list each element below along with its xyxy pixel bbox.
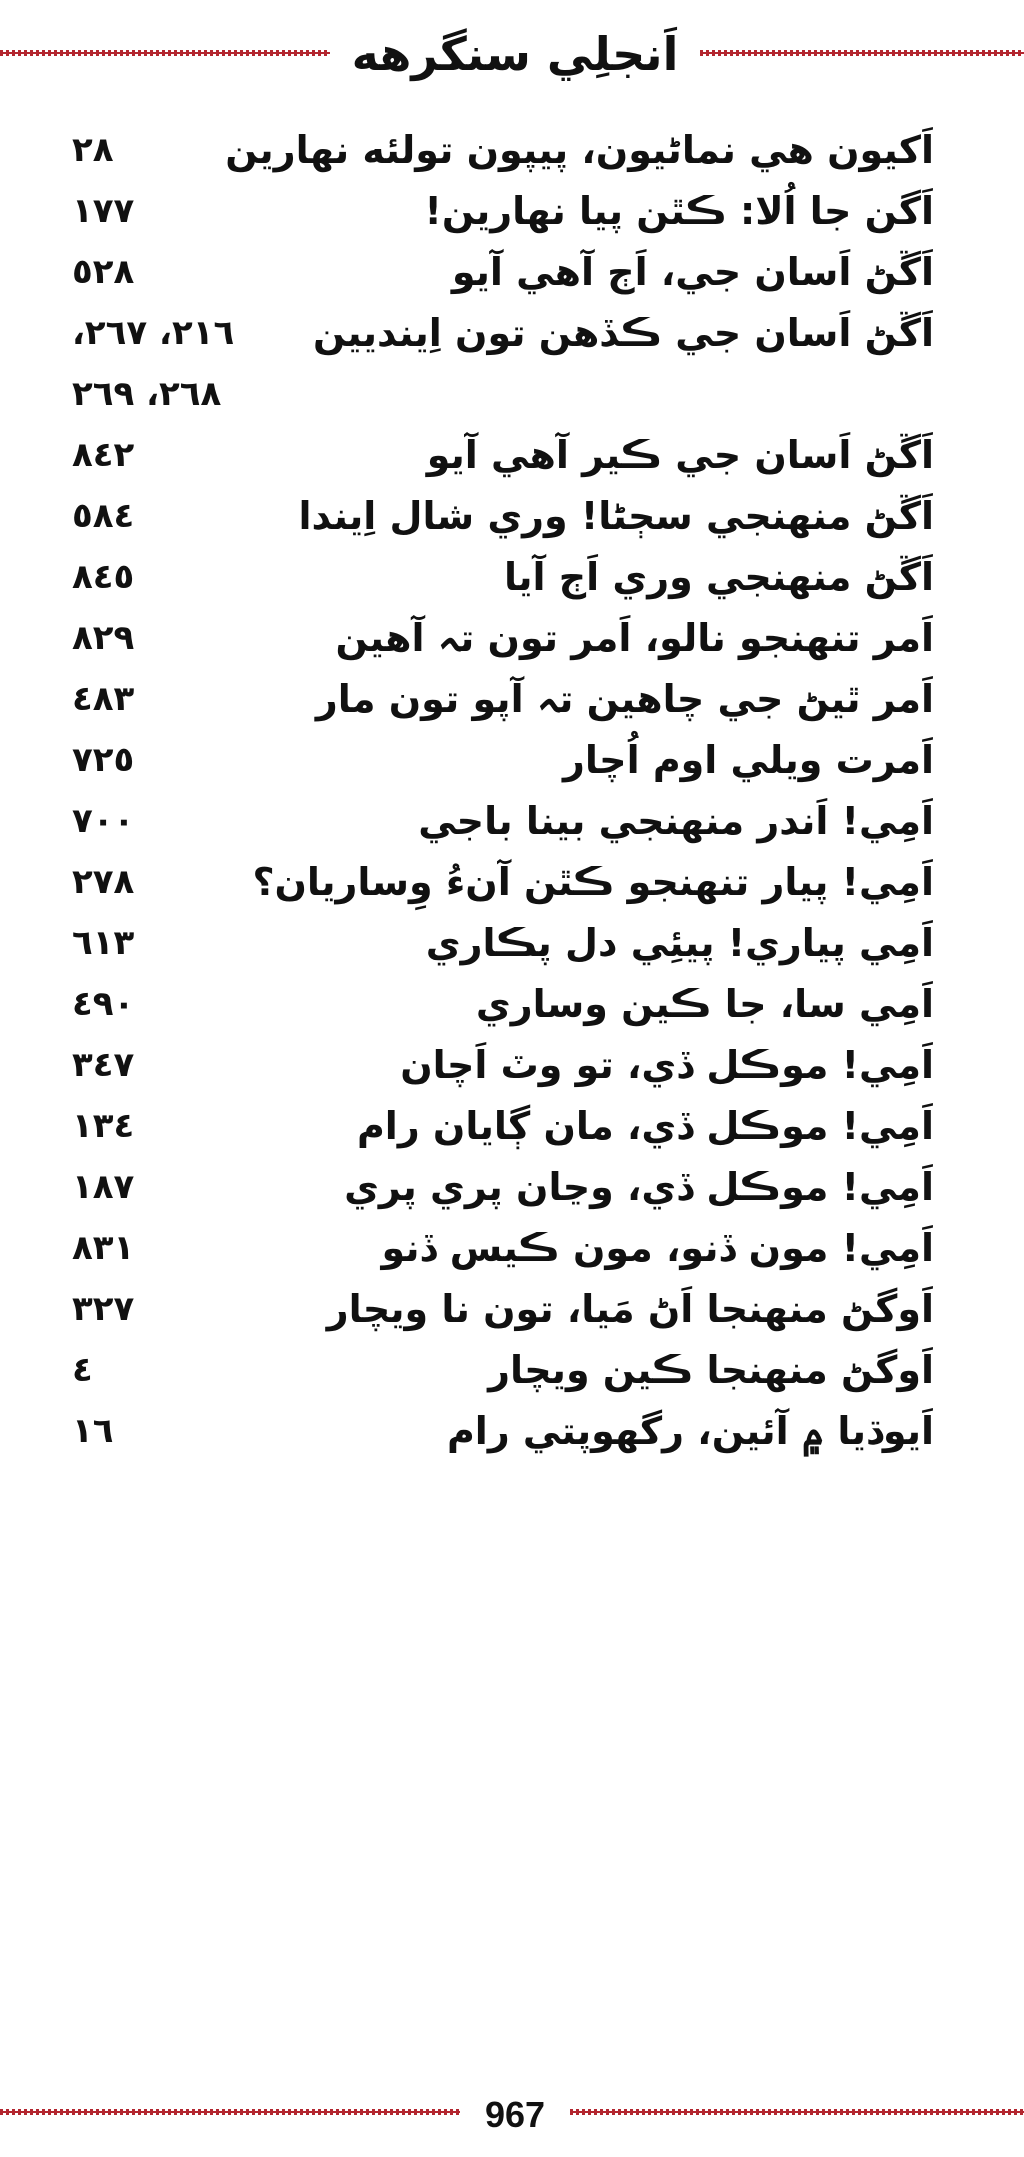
entry-page: ٦١٣ <box>72 923 135 963</box>
header-ornament-right <box>700 46 1024 60</box>
index-entry <box>0 303 1024 364</box>
entry-title: اَمِي! پيار تنهنجو ڪٿن آنءُ وِساريان؟ <box>252 860 934 904</box>
index-entry-continuation <box>0 364 1024 425</box>
entry-page: ٥٨٤ <box>72 496 135 536</box>
entry-page: ٤٨٣ <box>72 679 135 719</box>
index-entry <box>0 1279 1024 1340</box>
entry-title: اَوگڻ منهنجا ڪين ويچار <box>488 1348 934 1392</box>
entry-page: ٤ <box>72 1350 93 1390</box>
index-list <box>0 120 1024 1462</box>
entry-page: ١٧٧ <box>72 191 135 231</box>
book-title: اَنجلِي سنگرهه <box>351 27 679 81</box>
footer-ornament-left <box>0 2105 460 2119</box>
entry-title: اَڱڻ منهنجي وري اَڄ آيا <box>503 555 934 599</box>
index-entry <box>0 486 1024 547</box>
entry-page: ٧٠٠ <box>72 801 135 841</box>
index-entry <box>0 669 1024 730</box>
entry-title: اَگن جا اُلا: ڪٿن پيا نهارين! <box>424 189 934 233</box>
index-entry <box>0 1096 1024 1157</box>
index-entry <box>0 1035 1024 1096</box>
entry-page: ١٦ <box>72 1411 114 1451</box>
entry-title: اَمِي! مون ڏنو، مون ڪيس ڏنو <box>381 1226 934 1270</box>
entry-title: اَمر تنهنجو نالو، اَمر تون تہ آهين <box>335 616 934 660</box>
index-entry <box>0 1401 1024 1462</box>
entry-title: اَڱڻ منهنجي سڄڻا! وري شال اِيندا <box>298 494 934 538</box>
entry-title: اَمِي پياري! پيئِي دل پڪاري <box>425 921 934 965</box>
entry-page: ٨٤٢ <box>72 435 135 475</box>
index-entry <box>0 242 1024 303</box>
entry-title: اَمِي! موڪل ڏي، وڃان پري پري <box>344 1165 934 1209</box>
header-ornament-left <box>0 46 330 60</box>
entry-page: ٤٩٠ <box>72 984 135 1024</box>
entry-title: اَوگڻ منهنجا اَڻ مَيا، تون نا ويچار <box>326 1287 934 1331</box>
entry-title: اَمر ٿيڻ جي چاهين تہ آپو تون مار <box>315 677 934 721</box>
entry-page: ٣٢٧ <box>72 1289 135 1329</box>
entry-title: اَيوڌيا ۾ آئين، رگهوپتي رام <box>446 1409 934 1453</box>
index-entry <box>0 1157 1024 1218</box>
index-entry <box>0 852 1024 913</box>
index-entry <box>0 730 1024 791</box>
index-entry <box>0 425 1024 486</box>
index-entry <box>0 120 1024 181</box>
entry-page: ٢٧٨ <box>72 862 135 902</box>
page-header <box>0 18 1024 88</box>
entry-title: اَکيون هي نماڻيون، پيپون تولئه نهارين <box>225 128 934 172</box>
entry-page: ٨٢٩ <box>72 618 135 658</box>
entry-title: اَمِي! اَندر منهنجي بينا باجي <box>418 799 934 843</box>
entry-page: ٨٤٥ <box>72 557 135 597</box>
index-entry <box>0 547 1024 608</box>
index-entry <box>0 181 1024 242</box>
entry-page: ٨٣١ <box>72 1228 135 1268</box>
entry-page: ١٨٧ <box>72 1167 135 1207</box>
index-entry <box>0 913 1024 974</box>
entry-page: ١٣٤ <box>72 1106 135 1146</box>
entry-page: ٣٤٧ <box>72 1045 135 1085</box>
page-footer <box>0 2095 1024 2135</box>
entry-title: اَمِي سا، جا ڪين وساري <box>475 982 934 1026</box>
index-entry <box>0 1218 1024 1279</box>
index-entry <box>0 608 1024 669</box>
entry-title: اَڱڻ اَسان جي ڪير آهي آيو <box>426 433 934 477</box>
entry-page: ٢١٦، ٢٦٧، <box>72 313 235 353</box>
entry-page: ٧٢٥ <box>72 740 135 780</box>
entry-title: اَمِي! موڪل ڏي، مان ڳايان رام <box>356 1104 934 1148</box>
entry-title: اَمِي! موڪل ڏي، تو وٽ اَچان <box>400 1043 934 1087</box>
entry-title: اَڱڻ اَسان جي ڪڏهن تون اِينديين <box>313 311 934 355</box>
index-entry <box>0 791 1024 852</box>
entry-page: ٢٦٨، ٢٦٩ <box>72 374 222 414</box>
index-entry <box>0 974 1024 1035</box>
page-number: 967 <box>484 2094 546 2135</box>
entry-title: اَڱڻ اَسان جي، اَڄ آهي آيو <box>451 250 934 294</box>
entry-page: ٥٢٨ <box>72 252 135 292</box>
footer-ornament-right <box>570 2105 1024 2119</box>
index-entry <box>0 1340 1024 1401</box>
entry-title: اَمرت ويلي اوم اُچار <box>563 738 934 782</box>
entry-page: ٢٨ <box>72 130 114 170</box>
